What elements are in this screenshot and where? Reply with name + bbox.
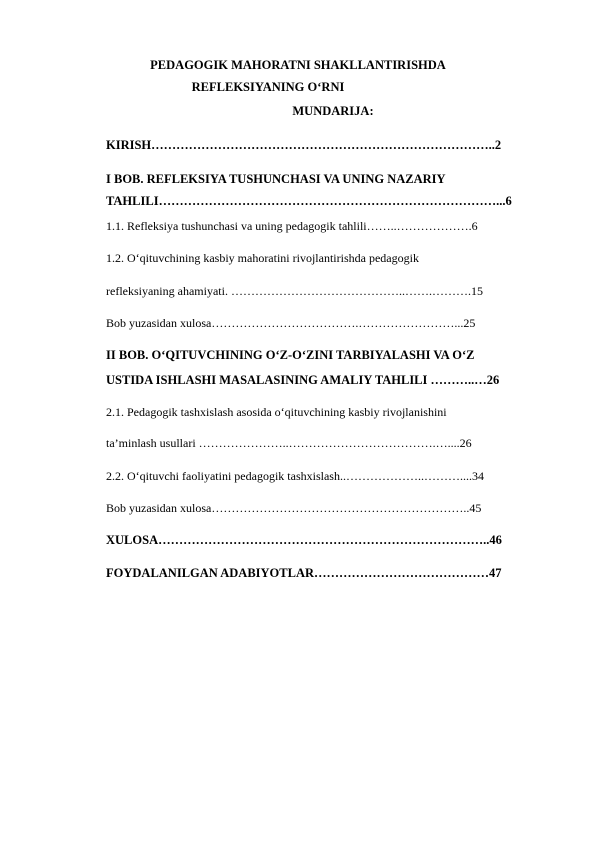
toc-heading: MUNDARIJA: <box>292 104 374 118</box>
toc-entry-section-1-2-cont: refleksiyaning ahamiyati. ……………………………………..…….……….15 <box>106 284 483 298</box>
document-title-line1: PEDAGOGIK MAHORATNI SHAKLLANTIRISHDA <box>150 58 446 72</box>
toc-entry-chapter2-summary: Bob yuzasidan xulosa………………………………………………………..45 <box>106 501 482 515</box>
toc-entry-section-1-2: 1.2. O‘qituvchining kasbiy mahoratini rivojlantirishda pedagogik <box>106 251 419 265</box>
toc-entry-chapter1-title-cont: TAHLILI………………………………………………………………………...6 <box>106 194 512 208</box>
toc-entry-introduction: KIRISH………………………………………………………………………..2 <box>106 138 502 152</box>
toc-entry-section-1-1: 1.1. Refleksiya tushunchasi va uning pedagogik tahlili……..……………….6 <box>106 219 478 233</box>
document-title-line2: REFLEKSIYANING O‘RNI <box>191 80 345 94</box>
toc-entry-conclusion: XULOSA……………………………………………………………………..46 <box>106 533 502 547</box>
toc-entry-references: FOYDALANILGAN ADABIYOTLAR……………………………………47 <box>106 566 502 580</box>
toc-entry-chapter1-summary: Bob yuzasidan xulosa……………………………….……………………...25 <box>106 316 476 330</box>
toc-entry-chapter2-title-cont: USTIDA ISHLASHI MASALASINING AMALIY TAHLILI ………..…26 <box>106 373 500 387</box>
toc-entry-section-2-1: 2.1. Pedagogik tashxislash asosida o‘qituvchining kasbiy rivojlanishini <box>106 405 447 419</box>
toc-entry-section-2-1-cont: ta’minlash usullari …………………..……………………………….…....26 <box>106 436 472 450</box>
toc-entry-section-2-2: 2.2. O‘qituvchi faoliyatini pedagogik tashxislash..………………..………....34 <box>106 469 484 483</box>
toc-entry-chapter1-title: I BOB. REFLEKSIYA TUSHUNCHASI VA UNING NAZARIY <box>106 172 446 186</box>
toc-entry-chapter2-title: II BOB. O‘QITUVCHINING O‘Z-O‘ZINI TARBIYALASHI VA O‘Z <box>106 348 475 362</box>
